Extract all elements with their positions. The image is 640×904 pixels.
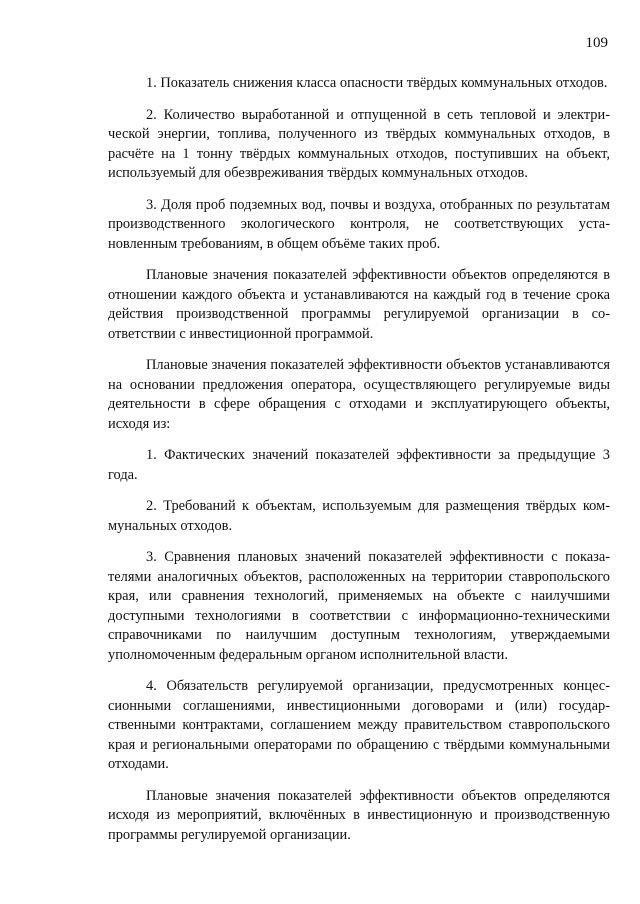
list-item-reduction-hazard-class: 1. Показатель снижения класса опасности твёрдых коммунальных отходов. <box>146 75 608 91</box>
paragraph-planned-values-basis: Плановые значения показателей эффективности объектов устанавливаются на основании предложения оператора, осуществляющего регулируемые виды деятельности в сфере обращения с отходами и эксплуатирующего объекты, исходя из: <box>108 357 610 432</box>
list-item-sample-share: 3. Доля проб подземных вод, почвы и воздуха, отобранных по результатам производственного экологического контроля, не соответствующих установленным требованиям, в общем объёме таких проб. <box>108 196 610 252</box>
document-body <box>108 74 610 857</box>
list-item-requirements: 2. Требований к объектам, используемым для размещения твёрдых коммунальных отходов. <box>108 498 610 534</box>
paragraph-planned-values-measures: Плановые значения показателей эффективности объектов определяются исходя из мероприятий, включённых в инвестиционную и производственную программы регулируемой организации. <box>108 787 610 843</box>
list-item-actual-values: 1. Фактических значений показателей эффективности за предыдущие 3 года. <box>108 447 610 483</box>
list-item-comparison: 3. Сравнения плановых значений показателей эффективности с показателями аналогичных объектов, расположенных на территории ставропольского края, или сравнения технологий, применяемых на объекте с наилучшими доступными технологиями в соответствии с информационно-техническими справочниками по наилучшим доступным технологиям, утверждаемыми уполномоченным федеральным органом исполнительной власти. <box>108 549 610 663</box>
paragraph-planned-values-defined: Плановые значения показателей эффективности объектов определяются в отношении каждого объекта и устанавливаются на каждый год в течение срока действия производственной программы регулируемой организации в соответствии с инвестиционной программой. <box>108 267 610 342</box>
list-item-obligations: 4. Обязательств регулируемой организации, предусмотренных концессионными соглашениями, инвестиционными договорами и (или) государственными контрактами, соглашением между правительством ставропольского края и региональными операторами по обращению с твёрдыми коммунальными отходами. <box>108 678 610 772</box>
page-number: 109 <box>585 35 608 51</box>
list-item-energy-produced: 2. Количество выработанной и отпущенной в сеть тепловой и электрической энергии, топлива, полученного из твёрдых коммунальных отходов, в расчёте на 1 тонну твёрдых коммунальных отходов, поступивших на объект, используемый для обезвреживания твёрдых коммунальных отходов. <box>108 106 610 181</box>
